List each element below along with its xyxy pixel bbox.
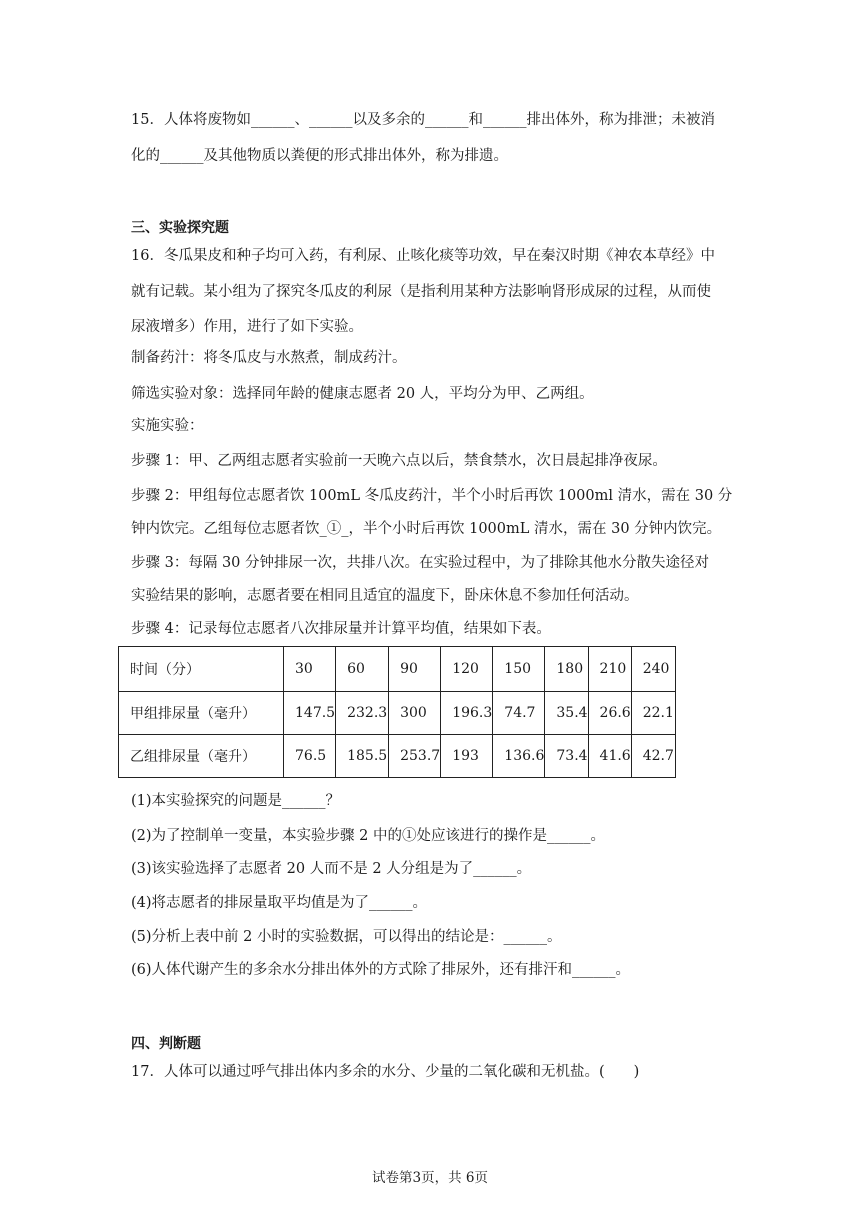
q16-step-3-cont: 实验结果的影响，志愿者要在相同且适宜的温度下，卧床休息不参加任何活动。 [131,588,639,604]
q16-subquestion-4: (4)将志愿者的排尿量取平均值是为了______。 [131,895,428,911]
table-cell: 甲组排尿量（毫升） [119,692,284,735]
table-cell: 147.5 [284,692,336,735]
q16-line: 筛选实验对象：选择同年龄的健康志愿者 20 人，平均分为甲、乙两组。 [131,386,594,402]
q15-line-2: 化的______及其他物质以粪便的形式排出体外，称为排遗。 [131,148,508,164]
table-cell: 185.5 [336,735,389,778]
table-cell: 26.6 [588,692,631,735]
q16-line: 实施实验： [131,418,204,434]
table-cell: 35.4 [545,692,588,735]
q16-step-1: 步骤 1：甲、乙两组志愿者实验前一天晚六点以后，禁食禁水，次日晨起排净夜尿。 [131,453,667,469]
q15-line-1: 15．人体将废物如______、______以及多余的______和______排出体外，称为排泄；未被消 [131,112,715,128]
table-cell: 76.5 [284,735,336,778]
q16-subquestion-1: (1)本实验探究的问题是______？ [131,793,341,809]
q16-step-4: 步骤 4：记录每位志愿者八次排尿量并计算平均值，结果如下表。 [131,621,551,637]
table-cell: 180 [545,647,588,692]
q16-subquestion-6: (6)人体代谢产生的多余水分排出体外的方式除了排尿外，还有排汗和______。 [131,962,631,978]
q16-line: 就有记载。某小组为了探究冬瓜皮的利尿（是指利用某种方法影响肾形成尿的过程，从而使 [131,284,711,300]
table-cell: 300 [389,692,441,735]
table-row [119,692,676,735]
q16-line: 制备药汁：将冬瓜皮与水熬煮，制成药汁。 [131,350,407,366]
table-cell: 乙组排尿量（毫升） [119,735,284,778]
q16-step-2-cont: 钟内饮完。乙组每位志愿者饮_①_，半个小时后再饮 1000mL 清水，需在 30 分钟内饮完。 [131,521,722,537]
urine-volume-table [118,646,676,778]
q16-step-3: 步骤 3：每隔 30 分钟排尿一次，共排八次。在实验过程中，为了排除其他水分散失途径对 [131,555,709,571]
table-cell: 136.6 [493,735,545,778]
q16-subquestion-3: (3)该实验选择了志愿者 20 人而不是 2 人分组是为了______。 [131,861,532,877]
section-3-heading: 三、实验探究题 [131,220,229,236]
table-cell: 120 [441,647,493,692]
table-cell: 41.6 [588,735,631,778]
table-cell: 193 [441,735,493,778]
table-cell: 196.3 [441,692,493,735]
table-cell: 253.7 [389,735,441,778]
table-cell: 60 [336,647,389,692]
table-cell: 90 [389,647,441,692]
q16-line: 16．冬瓜果皮和种子均可入药，有利尿、止咳化痰等功效，早在秦汉时期《神农本草经》中 [131,248,715,264]
table-header-row [119,647,676,692]
table-cell: 42.7 [631,735,675,778]
q16-subquestion-2: (2)为了控制单一变量，本实验步骤 2 中的①处应该进行的操作是______。 [131,828,605,844]
table-cell: 30 [284,647,336,692]
table-cell: 240 [631,647,675,692]
q16-line: 尿液增多）作用，进行了如下实验。 [131,319,363,335]
table-row [119,735,676,778]
q16-subquestion-5: (5)分析上表中前 2 小时的实验数据，可以得出的结论是：______。 [131,929,562,945]
q17-text: 17．人体可以通过呼气排出体内多余的水分、少量的二氧化碳和无机盐。( ) [131,1064,640,1080]
table-cell: 73.4 [545,735,588,778]
table-cell: 时间（分） [119,647,284,692]
table-cell: 74.7 [493,692,545,735]
table-cell: 22.1 [631,692,675,735]
table-cell: 210 [588,647,631,692]
table-cell: 232.3 [336,692,389,735]
section-4-heading: 四、判断题 [131,1036,201,1052]
q16-step-2: 步骤 2：甲组每位志愿者饮 100mL 冬瓜皮药汁，半个小时后再饮 1000ml 清水，需在 30 分 [131,488,733,504]
table-cell: 150 [493,647,545,692]
page-footer: 试卷第3页，共 6页 [372,1170,488,1186]
